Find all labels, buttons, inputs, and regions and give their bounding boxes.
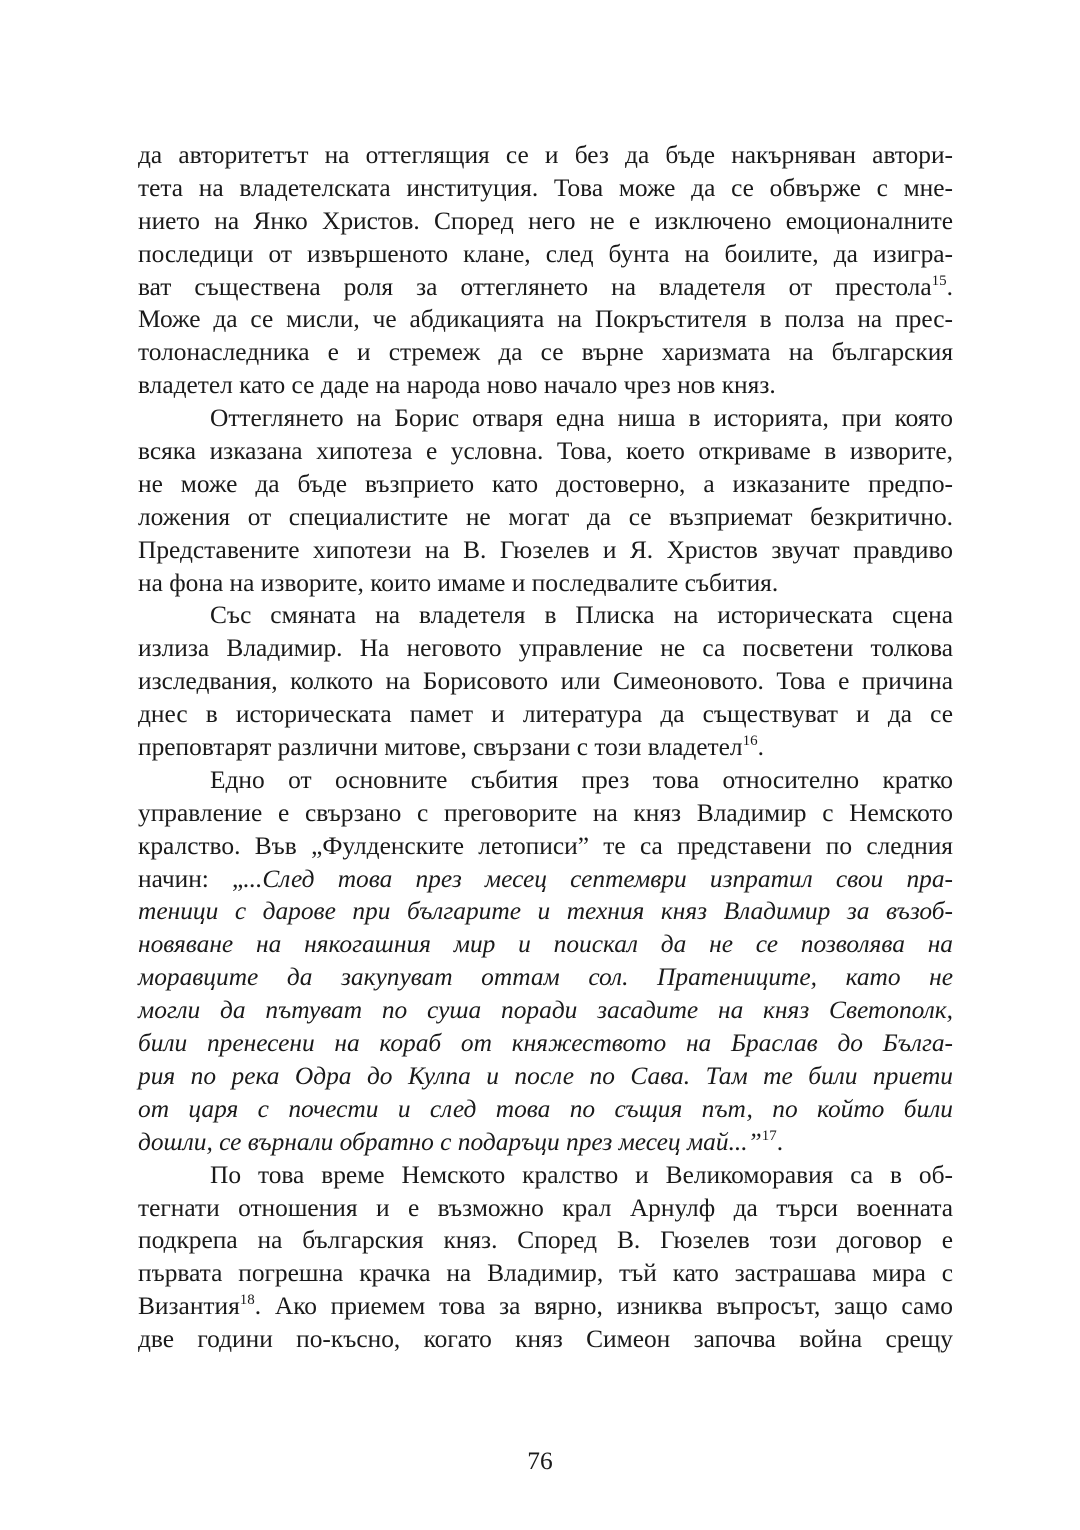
- text-line: По това време Немското кралство и Великоморавия са в об-: [210, 1160, 953, 1189]
- text-line: на фона на изворите, които имаме и последвалите събития.: [138, 568, 779, 597]
- text-line: нието на Янко Христов. Според него не е изключено емоционалните: [138, 206, 953, 235]
- text-line: преповтарят различни митове, свързани с този владетел$^{16}$.: [138, 733, 764, 762]
- text-line: толонаследника е и стремеж да се върне харизмата на българския: [138, 338, 953, 367]
- text-line: Оттеглянето на Борис отваря една ниша в историята, при която: [210, 404, 953, 433]
- text-line: първата погрешна крачка на Владимир, тъй като застрашава мира с: [138, 1259, 953, 1288]
- footnote-ref-16[interactable]: 16: [742, 733, 758, 750]
- text-line: последици от извършеното клане, след бунта на боилите, да изигра-: [138, 239, 953, 268]
- text-line: [138, 863, 953, 896]
- text-line: ложения от специалистите не могат да се възприемат безкритично.: [138, 502, 953, 531]
- quote-line: теници с дарове при българите и техния княз Владимир за възоб-: [138, 897, 953, 926]
- footnote-ref-15[interactable]: 15: [931, 272, 947, 289]
- text-line: Едно от основните събития през това относително кратко: [210, 765, 953, 794]
- page-number: 76: [527, 1447, 553, 1475]
- paragraph-2: [138, 402, 953, 599]
- text-line: кралство. Във „Фулденските летописи” те са представени по следния: [138, 831, 953, 860]
- text-line: владетел като се даде на народа ново начало чрез нов княз.: [138, 371, 776, 400]
- text-fragment: ват съществена роля за оттеглянето на владетеля от престола: [138, 272, 932, 301]
- text-line: излиза Владимир. На неговото управление не са посветени толкова: [138, 634, 953, 663]
- text-line: Може да се мисли, че абдикацията на Покръстителя в полза на прес-: [138, 305, 953, 334]
- text-line: не може да бъде възприето като достоверно, а изказаните предпо-: [138, 469, 953, 498]
- quote-line: моравците да закупуват оттам сол. Пратениците, като не: [138, 963, 953, 992]
- quote-intro: начин: „: [138, 864, 244, 893]
- text-fragment: Византия: [138, 1292, 240, 1321]
- text-line: управление е свързано с преговорите на княз Владимир с Немското: [138, 798, 953, 827]
- text-line: две години по-късно, когато княз Симеон започва война срещу: [138, 1325, 953, 1354]
- quote-line: новяване на някогашния мир и поискал да не се позволява на: [138, 930, 953, 959]
- text-line: Със смяната на владетеля в Плиска на историческата сцена: [210, 601, 953, 630]
- quote-line: дошли, се върнали обратно с подаръци през месец май...”$^{17}$.: [138, 1127, 784, 1156]
- text-line: да авторитетът на оттеглящия се и без да бъде накърняван автори-: [138, 141, 953, 169]
- text-line: ват съществена роля за оттеглянето на владетеля от престола$^{15}$.: [138, 272, 953, 301]
- text-line: тета на владетелската институция. Това може да се обвърже с мне-: [138, 173, 953, 202]
- quote-line: от царя с почести и след това по същия път, по който били: [138, 1094, 953, 1123]
- quote-line: могли да пътуват по суша поради засадите на княз Светополк,: [138, 996, 953, 1025]
- text-line: [138, 1290, 953, 1323]
- paragraph-4: [138, 764, 953, 1159]
- text-line: Представените хипотези на В. Гюзелев и Я. Христов звучат правдиво: [138, 535, 953, 564]
- page-body: [138, 139, 953, 1356]
- text-line: изследвания, колкото на Борисовото или Симеоновото. Това е причина: [138, 667, 953, 696]
- text-line: днес в историческата памет и литература да съществуват и да се: [138, 700, 953, 729]
- quote-line: рия по река Одра до Кулпа и после по Сава. Там те били приети: [138, 1061, 953, 1090]
- footnote-ref-17[interactable]: 17: [761, 1127, 777, 1144]
- quote-text: ...След това през месец септември изпратил свои пра-: [243, 864, 953, 893]
- quote-line: били пренесени на кораб от княжеството на Браслав до Бълга-: [138, 1029, 953, 1058]
- text-line: тегнати отношения и е възможно крал Арнулф да търси военната: [138, 1193, 953, 1222]
- paragraph-3: [138, 599, 953, 763]
- text-fragment: преповтарят различни митове, свързани с този владетел: [138, 733, 743, 762]
- text-line: всяка изказана хипотеза е условна. Това, което откриваме в изворите,: [138, 437, 953, 466]
- quote-text: дошли, се върнали обратно с подаръци през месец май...”: [138, 1127, 762, 1156]
- text-line: подкрепа на българския княз. Според В. Гюзелев този договор е: [138, 1226, 953, 1255]
- footnote-ref-18[interactable]: 18: [239, 1292, 255, 1309]
- text-fragment: . Ако приемем това за вярно, изниква въпросът, защо само: [254, 1292, 953, 1321]
- paragraph-5: [138, 1159, 953, 1356]
- paragraph-1: [138, 139, 953, 402]
